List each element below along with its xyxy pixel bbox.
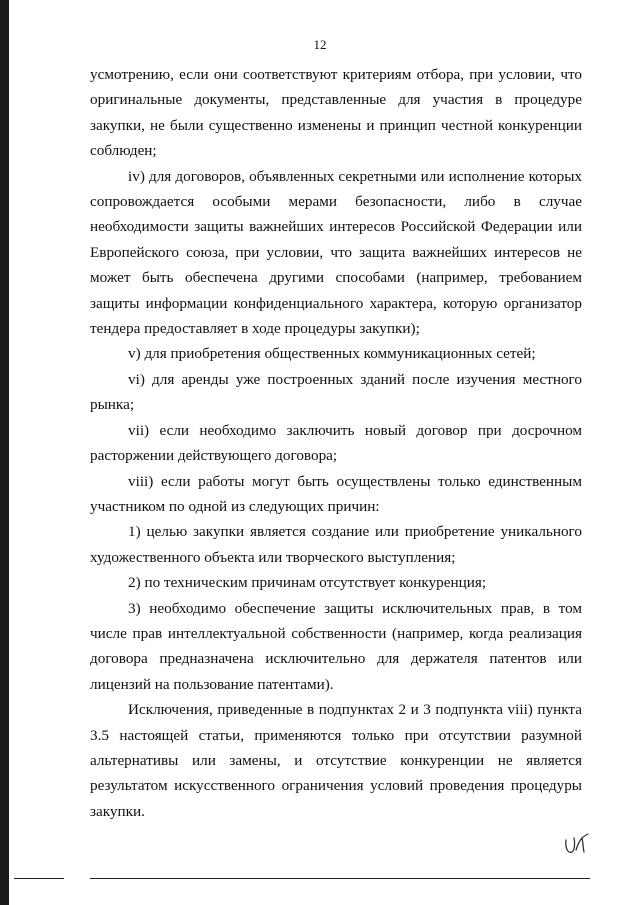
paragraph-item-v: v) для приобретения общественных коммуникационных сетей; [128, 345, 536, 363]
paragraph-item-iv: iv) для договоров, объявленных секретными или исполнение которых сопровождается особыми мерами безопасности, либо в случае необходимости защиты важнейших интересов Российской Федерации или Европейского союза, при условии, что защита важнейших интересов не может быть обеспечена другими способами (например, требованием защиты информации конфиденциального характера, которую организатор тендера предоставляет в ходе процедуры закупки); [90, 167, 582, 338]
footer-rule-left [14, 878, 64, 879]
initials-signature [562, 832, 598, 860]
document-body [90, 62, 582, 824]
page-number: 12 [313, 37, 327, 52]
paragraph-subitem-1: 1) целью закупки является создание или приобретение уникального художественного объекта или творческого выступления; [90, 523, 582, 566]
paragraph-exceptions: Исключения, приведенные в подпунктах 2 и 3 подпункта viii) пункта 3.5 настоящей статьи, применяются только при отсутствии разумной альтернативы или замены, и отсутствие конкуренции не является результатом искусственного ограничения условий проведения процедуры закупки. [90, 701, 582, 820]
paragraph-item-vii: vii) если необходимо заключить новый договор при досрочном расторжении действующего договора; [90, 421, 582, 465]
paragraph-item-vi: vi) для аренды уже построенных зданий после изучения местного рынка; [90, 370, 582, 414]
footer-rule [90, 878, 590, 879]
paragraph-item-viii: viii) если работы могут быть осуществлены только единственным участником по одной из следующих причин: [90, 472, 582, 515]
scan-edge-bar [0, 0, 9, 905]
paragraph-subitem-2: 2) по техническим причинам отсутствует конкуренция; [128, 574, 487, 592]
paragraph-continuation: усмотрению, если они соответствуют критериям отбора, при условии, что оригинальные документы, представленные для участия в процедуре закупки, не были существенно изменены и принцип честной конкуренции соблюден; [90, 66, 582, 160]
paragraph-subitem-3: 3) необходимо обеспечение защиты исключительных прав, в том числе прав интеллектуальной собственности (например, когда реализация договора предназначена исключительно для держателя патентов или лицензий на пользование патентами). [90, 599, 582, 693]
